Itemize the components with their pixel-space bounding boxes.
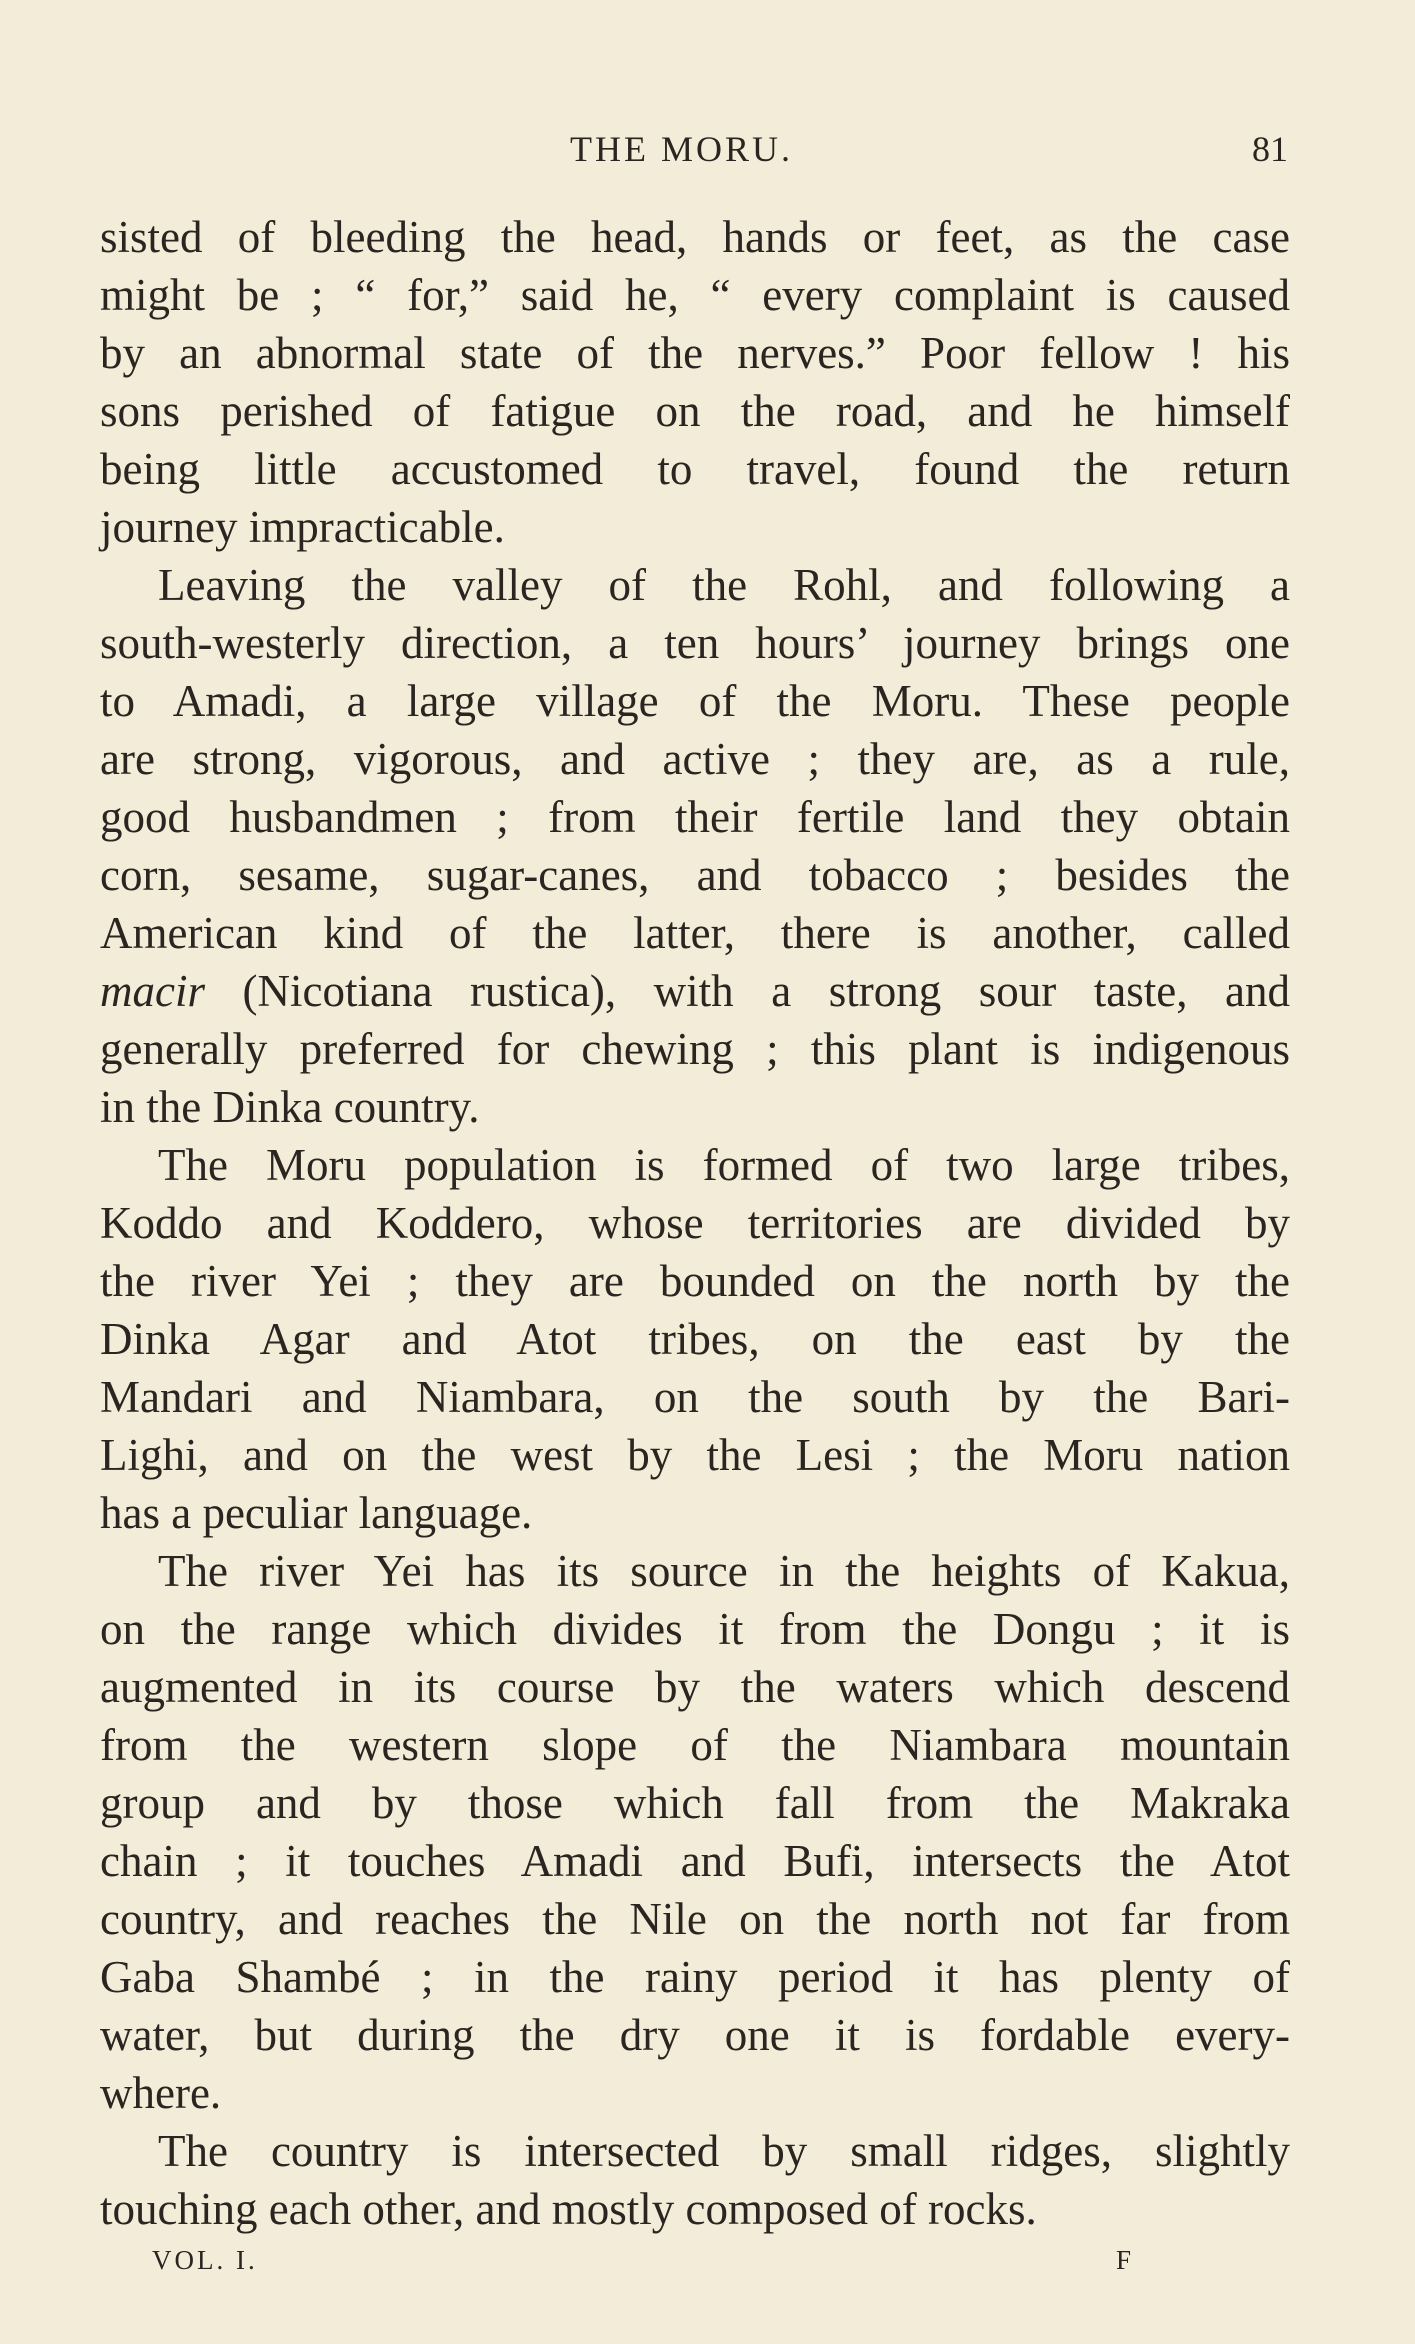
text-line: on the range which divides it from the Dongu ; it is	[100, 1604, 1290, 1654]
text-line: The Moru population is formed of two large tribes,	[158, 1140, 1290, 1190]
text-line: sisted of bleeding the head, hands or feet, as the case	[100, 212, 1290, 262]
text-line: The river Yei has its source in the heights of Kakua,	[158, 1546, 1290, 1596]
text-line: Mandari and Niambara, on the south by the Bari-	[100, 1372, 1290, 1422]
text-line: Dinka Agar and Atot tribes, on the east by the	[100, 1314, 1290, 1364]
text-line: where.	[100, 2068, 222, 2118]
italic-term: macir	[100, 966, 205, 1016]
body-text	[100, 208, 1290, 2238]
page-number: 81	[1252, 129, 1288, 169]
text-line: The country is intersected by small ridges, slightly	[158, 2126, 1290, 2176]
text-line: journey impracticable.	[100, 502, 505, 552]
gathering-signature: F	[1116, 2245, 1132, 2275]
volume-signature: VOL. I.	[152, 2245, 258, 2275]
text-line: American kind of the latter, there is another, called	[100, 908, 1290, 958]
text-line: chain ; it touches Amadi and Bufi, intersects the Atot	[100, 1836, 1290, 1886]
text-line: corn, sesame, sugar-canes, and tobacco ; besides the	[100, 850, 1290, 900]
text-line: good husbandmen ; from their fertile land they obtain	[100, 792, 1290, 842]
text-line: touching each other, and mostly composed of rocks.	[100, 2184, 1037, 2234]
text-line: generally preferred for chewing ; this plant is indigenous	[100, 1024, 1290, 1074]
text-line: to Amadi, a large village of the Moru. These people	[100, 676, 1290, 726]
text-line: country, and reaches the Nile on the north not far from	[100, 1894, 1290, 1944]
text-line: Gaba Shambé ; in the rainy period it has plenty of	[100, 1952, 1290, 2002]
text-line: Koddo and Koddero, whose territories are divided by	[100, 1198, 1290, 1248]
text-line: by an abnormal state of the nerves.” Poor fellow ! his	[100, 328, 1290, 378]
text-line: Lighi, and on the west by the Lesi ; the Moru nation	[100, 1430, 1290, 1480]
text-line: are strong, vigorous, and active ; they are, as a rule,	[100, 734, 1290, 784]
running-head	[0, 118, 1415, 178]
text-line: might be ; “ for,” said he, “ every complaint is caused	[100, 270, 1290, 320]
text-line: south-westerly direction, a ten hours’ journey brings one	[100, 618, 1290, 668]
text-line: sons perished of fatigue on the road, and he himself	[100, 386, 1290, 436]
text-line-rest: (Nicotiana rustica), with a strong sour taste, and	[242, 966, 1290, 1016]
text-line: from the western slope of the Niambara mountain	[100, 1720, 1290, 1770]
text-line: in the Dinka country.	[100, 1082, 480, 1132]
text-line: being little accustomed to travel, found the return	[100, 444, 1290, 494]
text-line: the river Yei ; they are bounded on the north by the	[100, 1256, 1290, 1306]
text-line: Leaving the valley of the Rohl, and following a	[158, 560, 1290, 610]
page-footer	[0, 2245, 1415, 2295]
text-line: augmented in its course by the waters which descend	[100, 1662, 1290, 1712]
text-line: has a peculiar language.	[100, 1488, 533, 1538]
text-line: water, but during the dry one it is fordable every-	[100, 2010, 1290, 2060]
text-line-italic-lead	[100, 962, 1290, 1020]
running-title: THE MORU.	[570, 129, 793, 169]
text-line: group and by those which fall from the Makraka	[100, 1778, 1290, 1828]
